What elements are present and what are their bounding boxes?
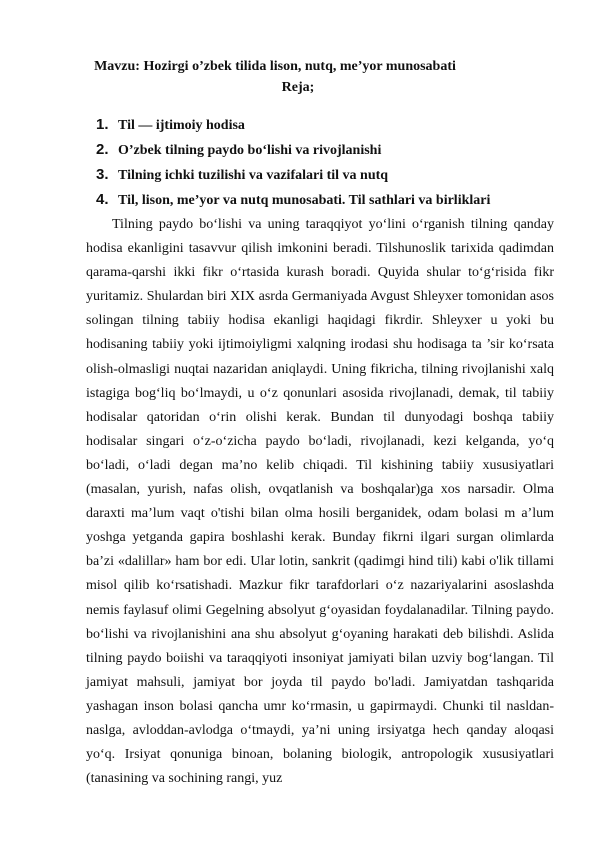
document-heading [0, 58, 596, 97]
plan-item-text: Tilning ichki tuzilishi va vazifalari til va nutq [118, 168, 389, 183]
plan-item-number: 3. [96, 166, 109, 183]
plan-heading: Reja; [281, 80, 315, 95]
plan-item [96, 162, 546, 187]
plan-item-text: Til — ijtimoiy hodisa [118, 118, 245, 133]
plan-item-number: 1. [96, 116, 109, 133]
plan-item-text: Til, lison, me’yor va nutq munosabati. Til sathlari va birliklari [118, 193, 491, 208]
plan-item-number: 4. [96, 191, 109, 208]
plan-item [96, 187, 546, 212]
plan-list [96, 112, 546, 212]
plan-item [96, 137, 546, 162]
document-title: Mavzu: Hozirgi o’zbek tilida lison, nutq, me’yor munosabati [94, 59, 456, 74]
body-paragraph: Tilning paydo bo‘lishi va uning taraqqiyot yo‘lini o‘rganish tilning qanday hodisa ekanligini tasavvur qilish imkonini beradi. Tilshunoslik tarixida qadimdan qarama-qarshi ikki fikr o‘rtasida kurash boradi. Quyida shular to‘g‘risida fikr yuritamiz. Shulardan biri XIX asrda Germaniyada Avgust Shleyxer tomonidan asos solingan tilning tabiiy hodisa ekanligi haqidagi fikrdir. Shleyxer u yoki bu hodisaning tabiiy yoki ijtimoiyligmi xalqning irodasi shu hodisaga ta ’sir ko‘rsata olish-olmasligi nuqtai nazaridan aniqlaydi. Uning fikricha, tilning rivojlanishi xalq istagiga bog‘liq bo‘lmaydi, u o‘z qonunlari asosida rivojlanadi, demak, til tabiiy hodisalar qatoridan o‘rin olishi kerak. Bundan til dunyodagi boshqa tabiiy hodisalar singari o‘z-o‘zicha paydo bo‘ladi, rivojlanadi, kezi kelganda, yo‘q bo‘ladi, o‘ladi degan ma’no kelib chiqadi. Til kishining tabiiy xususiyatlari (masalan, yurish, nafas olish, ovqatlanish va boshqalar)ga xos narsadir. Olma daraxti ma’lum vaqt o'tishi bilan olma hosili berganidek, odam bolasi m a’lum yoshga yetganda gapira boshlashi kerak. Bunday fikrni ilgari surgan olimlarda ba’zi «dalillar» ham bor edi. Ular lotin, sankrit (qadimgi hind tili) kabi o'lik tillami misol qilib ko‘rsatishadi. Mazkur fikr tarafdorlari o‘z nazariyalarini asoslashda nemis faylasuf olimi Gegelning absolyut g‘oyasidan foydalanadilar. Tilning paydo. bo‘lishi va rivojlanishini ana shu absolyut g‘oyaning harakati deb bilishdi. Aslida tilning paydo boiishi va taraqqiyoti insoniyat jamiyati bilan uzviy bog‘langan. Til jamiyat mahsuli, jamiyat bor joyda til paydo bo'ladi. Jamiyatdan tashqarida yashagan inson bolasi qancha umr ko‘rmasin, u gapirmaydi. Chunki til nasldan-naslga, avloddan-avlodga o‘tmaydi, ya’ni uning irsiyatga hech qanday aloqasi yo‘q. Irsiyat qonuniga binoan, bolaning biologik, antropologik xususiyatlari (tanasining va sochining rangi, yuz [86, 217, 554, 787]
plan-item-number: 2. [96, 141, 109, 158]
plan-item-text: O’zbek tilning paydo bo‘lishi va rivojlanishi [118, 143, 382, 158]
plan-item [96, 112, 546, 137]
